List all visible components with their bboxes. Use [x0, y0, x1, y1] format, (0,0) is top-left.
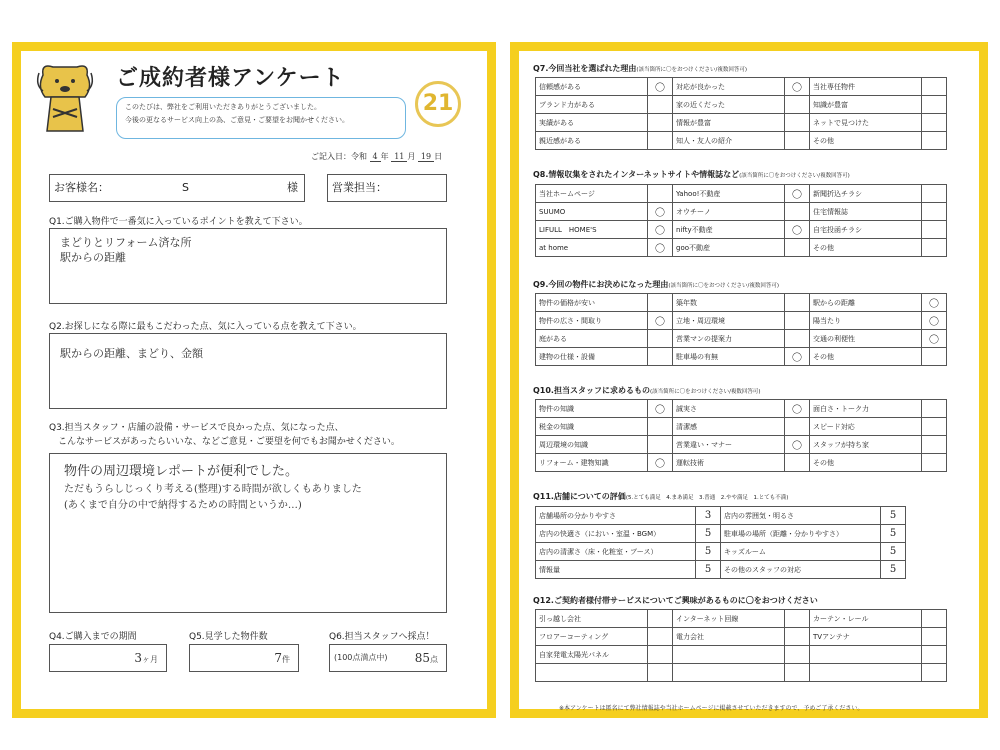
- page-title: ご成約者様アンケート: [116, 66, 345, 91]
- q5-value: 7: [274, 651, 282, 665]
- q3-answer-box[interactable]: [49, 453, 447, 613]
- q3-question-line: Q3.担当スタッフ・店舗の設備・サービスで良かった点、気になった点、: [49, 423, 344, 433]
- option-label-cell: リフォーム・建物知識: [536, 454, 648, 472]
- answer-mark-cell[interactable]: [648, 664, 673, 682]
- answer-mark-cell[interactable]: [648, 294, 673, 312]
- answer-mark-cell[interactable]: [922, 348, 947, 366]
- option-label-cell: 当社ホームページ: [536, 185, 648, 203]
- answer-mark-cell[interactable]: 〇: [785, 78, 810, 96]
- answer-mark-cell[interactable]: 〇: [922, 330, 947, 348]
- answer-mark-cell[interactable]: 〇: [648, 221, 673, 239]
- q7-question: [533, 63, 747, 74]
- q8-subnote: (該当箇所に〇をおつけください/複数回答可): [739, 173, 850, 179]
- option-label-cell: その他: [810, 348, 922, 366]
- grid-row: [536, 436, 947, 454]
- answer-mark-cell[interactable]: [785, 203, 810, 221]
- answer-mark-cell[interactable]: [648, 418, 673, 436]
- q11-subnote: (5.とても満足 4.まあ満足 3.普通 2.やや満足 1.とても不満): [625, 495, 789, 501]
- right-survey-page: [510, 42, 988, 718]
- q8-grid: [535, 184, 947, 257]
- answer-mark-cell[interactable]: 〇: [648, 78, 673, 96]
- option-label-cell: スピード対応: [810, 418, 922, 436]
- q5-answer-box[interactable]: [189, 644, 299, 672]
- answer-mark-cell[interactable]: [922, 664, 947, 682]
- grid-row: [536, 348, 947, 366]
- option-label-cell: 自宅投函チラシ: [810, 221, 922, 239]
- answer-mark-cell[interactable]: [648, 185, 673, 203]
- q1-answer-line: まどりとリフォーム済な所: [60, 236, 192, 249]
- option-label-cell: 交通の利便性: [810, 330, 922, 348]
- date-month: 11: [391, 152, 407, 162]
- option-label-cell: 電力会社: [673, 628, 785, 646]
- q10-grid: [535, 399, 947, 472]
- q11-title: Q11.店舗についての評価: [533, 492, 626, 501]
- answer-mark-cell[interactable]: 5: [696, 525, 721, 543]
- answer-mark-cell[interactable]: [785, 664, 810, 682]
- option-label-cell: スタッフが持ち家: [810, 436, 922, 454]
- grid-row: [536, 132, 947, 150]
- q12-grid: [535, 609, 947, 682]
- grid-row: [536, 312, 947, 330]
- option-label-cell: 親近感がある: [536, 132, 648, 150]
- answer-mark-cell[interactable]: [922, 418, 947, 436]
- grid-row: [536, 418, 947, 436]
- greeting-line: このたびは、弊社をご利用いただきありがとうございました。: [125, 103, 321, 111]
- option-label-cell: 店内の清潔さ（床・化粧室・ブース）: [536, 543, 696, 561]
- option-label-cell: 周辺環境の知識: [536, 436, 648, 454]
- q9-question: [533, 279, 779, 290]
- q3-question-line: こんなサービスがあったらいいな、などご意見・ご要望を何でもお聞かせください。: [49, 437, 400, 447]
- q5-question: Q5.見学した物件数: [189, 632, 268, 642]
- option-label-cell: 営業マンの提案力: [673, 330, 785, 348]
- brand-logo: 21: [415, 81, 461, 127]
- answer-mark-cell[interactable]: [922, 221, 947, 239]
- greeting-line: 今後の更なるサービス向上の為、ご意見・ご要望をお聞かせください。: [125, 116, 349, 124]
- option-label-cell: 店舗場所の分かりやすさ: [536, 507, 696, 525]
- option-label-cell: キッズルーム: [721, 543, 881, 561]
- option-label-cell: 情報が豊富: [673, 114, 785, 132]
- q10-question: [533, 385, 761, 396]
- option-label-cell: その他のスタッフの対応: [721, 561, 881, 579]
- grid-row: [536, 400, 947, 418]
- option-label-cell: 築年数: [673, 294, 785, 312]
- answer-mark-cell[interactable]: 〇: [785, 221, 810, 239]
- q11-grid: [535, 506, 906, 579]
- answer-mark-cell[interactable]: 〇: [648, 454, 673, 472]
- q3-answer-line: ただもうらしじっくり考える(整理)する時間が欲しくもありました: [64, 484, 362, 495]
- answer-mark-cell[interactable]: 5: [881, 507, 906, 525]
- option-label-cell: [810, 664, 922, 682]
- option-label-cell: 庭がある: [536, 330, 648, 348]
- option-label-cell: 清潔感: [673, 418, 785, 436]
- answer-mark-cell[interactable]: 〇: [785, 436, 810, 454]
- q10-title: Q10.担当スタッフに求めるもの: [533, 386, 650, 395]
- grid-row: [536, 664, 947, 682]
- option-label-cell: [810, 646, 922, 664]
- answer-mark-cell[interactable]: [648, 114, 673, 132]
- option-label-cell: 対応が良かった: [673, 78, 785, 96]
- answer-mark-cell[interactable]: [648, 436, 673, 454]
- answer-mark-cell[interactable]: [785, 294, 810, 312]
- answer-mark-cell[interactable]: [785, 330, 810, 348]
- answer-mark-cell[interactable]: 5: [696, 561, 721, 579]
- q4-value: 3: [134, 651, 142, 665]
- answer-mark-cell[interactable]: [922, 400, 947, 418]
- q12-title: Q12.ご契約者様付帯サービスについてご興味があるものに〇をおつけください: [533, 596, 818, 605]
- option-label-cell: 物件の知識: [536, 400, 648, 418]
- option-label-cell: 実績がある: [536, 114, 648, 132]
- answer-mark-cell[interactable]: 〇: [922, 294, 947, 312]
- q12-question: [533, 595, 818, 606]
- answer-mark-cell[interactable]: 3: [696, 507, 721, 525]
- q5-unit: 件: [282, 655, 290, 664]
- option-label-cell: 店内の雰囲気・明るさ: [721, 507, 881, 525]
- option-label-cell: [673, 664, 785, 682]
- option-label-cell: 当社専任物件: [810, 78, 922, 96]
- answer-mark-cell[interactable]: 5: [696, 543, 721, 561]
- answer-mark-cell[interactable]: [922, 114, 947, 132]
- q9-title: Q9.今回の物件にお決めになった理由: [533, 280, 669, 289]
- answer-mark-cell[interactable]: 5: [881, 561, 906, 579]
- answer-mark-cell[interactable]: [922, 185, 947, 203]
- q9-subnote: (該当箇所に〇をおつけください/複数回答可): [668, 283, 779, 289]
- grid-row: [536, 561, 906, 579]
- option-label-cell: 店内の快適さ（におい・室温・BGM）: [536, 525, 696, 543]
- option-label-cell: 駐車場の場所（距離・分かりやすさ）: [721, 525, 881, 543]
- grid-row: [536, 114, 947, 132]
- option-label-cell: SUUMO: [536, 203, 648, 221]
- date-year: 4: [370, 152, 381, 162]
- date-day: 19: [418, 152, 434, 162]
- q2-question: Q2.お探しになる際に最もこだわった点、気に入っている点を教えて下さい。: [49, 322, 362, 332]
- answer-mark-cell[interactable]: [922, 610, 947, 628]
- grid-row: [536, 185, 947, 203]
- answer-mark-cell[interactable]: [648, 330, 673, 348]
- grid-row: [536, 525, 906, 543]
- option-label-cell: 物件の広さ・間取り: [536, 312, 648, 330]
- grid-row: [536, 203, 947, 221]
- q7-grid: [535, 77, 947, 150]
- option-label-cell: 駅からの距離: [810, 294, 922, 312]
- option-label-cell: 情報量: [536, 561, 696, 579]
- option-label-cell: オウチーノ: [673, 203, 785, 221]
- q2-answer-line: 駅からの距離、まどり、金額: [60, 347, 203, 360]
- q3-question: [49, 421, 400, 449]
- answer-mark-cell[interactable]: [648, 348, 673, 366]
- answer-mark-cell[interactable]: [922, 78, 947, 96]
- option-label-cell: 誠実さ: [673, 400, 785, 418]
- grid-row: [536, 646, 947, 664]
- option-label-cell: 陽当たり: [810, 312, 922, 330]
- option-label-cell: 家の近くだった: [673, 96, 785, 114]
- customer-name-value: S: [182, 181, 189, 194]
- answer-mark-cell[interactable]: [785, 114, 810, 132]
- q7-title: Q7.今回当社を選ばれた理由: [533, 64, 637, 73]
- answer-mark-cell[interactable]: 〇: [648, 239, 673, 257]
- option-label-cell: 立地・周辺環境: [673, 312, 785, 330]
- option-label-cell: ブランド力がある: [536, 96, 648, 114]
- grid-row: [536, 96, 947, 114]
- option-label-cell: その他: [810, 239, 922, 257]
- answer-mark-cell[interactable]: 〇: [648, 203, 673, 221]
- option-label-cell: 運転技術: [673, 454, 785, 472]
- grid-row: [536, 610, 947, 628]
- q7-subnote: (該当箇所に〇をおつけください/複数回答可): [636, 67, 747, 73]
- option-label-cell: 面白さ・トーク力: [810, 400, 922, 418]
- option-label-cell: 知人・友人の紹介: [673, 132, 785, 150]
- option-label-cell: 建物の仕様・設備: [536, 348, 648, 366]
- option-label-cell: ネットで見つけた: [810, 114, 922, 132]
- option-label-cell: 営業違い・マナー: [673, 436, 785, 454]
- option-label-cell: その他: [810, 454, 922, 472]
- option-label-cell: 物件の価格が安い: [536, 294, 648, 312]
- q6-value: 85: [414, 651, 430, 665]
- q1-answer-box[interactable]: [49, 228, 447, 304]
- answer-mark-cell[interactable]: [648, 132, 673, 150]
- grid-row: [536, 543, 906, 561]
- option-label-cell: 知識が豊富: [810, 96, 922, 114]
- sales-label: 営業担当：: [332, 181, 387, 194]
- option-label-cell: 新聞折込チラシ: [810, 185, 922, 203]
- q1-answer-line: 駅からの距離: [60, 251, 126, 264]
- answer-mark-cell[interactable]: [648, 646, 673, 664]
- answer-mark-cell[interactable]: [785, 239, 810, 257]
- q4-answer-box[interactable]: [49, 644, 167, 672]
- answer-mark-cell[interactable]: [922, 628, 947, 646]
- grid-row: [536, 294, 947, 312]
- q6-unit: 点: [430, 655, 438, 664]
- option-label-cell: TVアンテナ: [810, 628, 922, 646]
- answer-mark-cell[interactable]: 5: [881, 543, 906, 561]
- option-label-cell: 引っ越し会社: [536, 610, 648, 628]
- mascot-dog-icon: [33, 57, 97, 141]
- answer-mark-cell[interactable]: 〇: [648, 400, 673, 418]
- option-label-cell: 信頼感がある: [536, 78, 648, 96]
- grid-row: [536, 78, 947, 96]
- footer-note: ※本アンケートは匿名にて弊社情報誌や当社ホームページに掲載させていただきますので、予めご了承ください。: [559, 705, 864, 712]
- answer-mark-cell[interactable]: [785, 132, 810, 150]
- answer-mark-cell[interactable]: [922, 436, 947, 454]
- q11-question: [533, 491, 788, 502]
- option-label-cell: その他: [810, 132, 922, 150]
- answer-mark-cell[interactable]: [785, 454, 810, 472]
- option-label-cell: goo不動産: [673, 239, 785, 257]
- option-label-cell: nifty不動産: [673, 221, 785, 239]
- option-label-cell: フロアーコーティング: [536, 628, 648, 646]
- answer-mark-cell[interactable]: [648, 628, 673, 646]
- customer-name-field[interactable]: [49, 174, 305, 202]
- customer-label: お客様名：: [54, 181, 109, 194]
- answer-mark-cell[interactable]: 〇: [648, 312, 673, 330]
- greeting-bubble: [116, 97, 406, 139]
- option-label-cell: 駐車場の有無: [673, 348, 785, 366]
- grid-row: [536, 221, 947, 239]
- option-label-cell: 自家発電太陽光パネル: [536, 646, 648, 664]
- date-year-unit: 年: [380, 152, 389, 161]
- entry-date: [311, 151, 442, 162]
- q1-question: Q1.ご購入物件で一番気に入っているポイントを教えて下さい。: [49, 217, 308, 227]
- answer-mark-cell[interactable]: 〇: [922, 312, 947, 330]
- answer-mark-cell[interactable]: [785, 646, 810, 664]
- q4-question: Q4.ご購入までの期間: [49, 632, 137, 642]
- date-day-unit: 日: [434, 152, 443, 161]
- q6-note: (100点満点中): [334, 653, 388, 662]
- q3-answer-line: (あくまで自分の中で納得するための時間というか…): [64, 500, 302, 511]
- option-label-cell: 税金の知識: [536, 418, 648, 436]
- answer-mark-cell[interactable]: [648, 96, 673, 114]
- answer-mark-cell[interactable]: [785, 312, 810, 330]
- option-label-cell: LIFULL HOME'S: [536, 221, 648, 239]
- answer-mark-cell[interactable]: 5: [881, 525, 906, 543]
- date-label: ご記入日：令和: [311, 152, 367, 161]
- option-label-cell: [673, 646, 785, 664]
- q8-title: Q8.情報収集をされたインターネットサイトや情報誌など: [533, 170, 740, 179]
- grid-row: [536, 628, 947, 646]
- answer-mark-cell[interactable]: [922, 239, 947, 257]
- grid-row: [536, 330, 947, 348]
- q4-unit: ヶ月: [142, 655, 158, 664]
- q6-answer-box[interactable]: [329, 644, 447, 672]
- answer-mark-cell[interactable]: [922, 96, 947, 114]
- option-label-cell: カーテン・レール: [810, 610, 922, 628]
- grid-row: [536, 239, 947, 257]
- answer-mark-cell[interactable]: [922, 646, 947, 664]
- answer-mark-cell[interactable]: 〇: [785, 348, 810, 366]
- option-label-cell: at home: [536, 239, 648, 257]
- customer-suffix: 様: [287, 181, 298, 194]
- q6-question: Q6.担当スタッフへ採点！: [329, 632, 435, 642]
- answer-mark-cell[interactable]: [922, 454, 947, 472]
- option-label-cell: [536, 664, 648, 682]
- answer-mark-cell[interactable]: 〇: [785, 185, 810, 203]
- q8-question: [533, 169, 850, 180]
- grid-row: [536, 507, 906, 525]
- grid-row: [536, 454, 947, 472]
- q10-subnote: (該当箇所に〇をおつけください/複数回答可): [649, 389, 761, 395]
- answer-mark-cell[interactable]: [648, 610, 673, 628]
- option-label-cell: Yahoo!不動産: [673, 185, 785, 203]
- option-label-cell: 住宅情報誌: [810, 203, 922, 221]
- q9-grid: [535, 293, 947, 366]
- answer-mark-cell[interactable]: [785, 610, 810, 628]
- option-label-cell: インターネット回線: [673, 610, 785, 628]
- answer-mark-cell[interactable]: [785, 418, 810, 436]
- left-survey-page: [12, 42, 496, 718]
- answer-mark-cell[interactable]: 〇: [785, 400, 810, 418]
- date-month-unit: 月: [407, 152, 416, 161]
- answer-mark-cell[interactable]: [922, 132, 947, 150]
- answer-mark-cell[interactable]: [922, 203, 947, 221]
- sales-staff-field[interactable]: [327, 174, 447, 202]
- answer-mark-cell[interactable]: [785, 628, 810, 646]
- q2-answer-box[interactable]: [49, 333, 447, 409]
- q3-answer-line: 物件の周辺環境レポートが便利でした。: [64, 464, 299, 479]
- answer-mark-cell[interactable]: [785, 96, 810, 114]
